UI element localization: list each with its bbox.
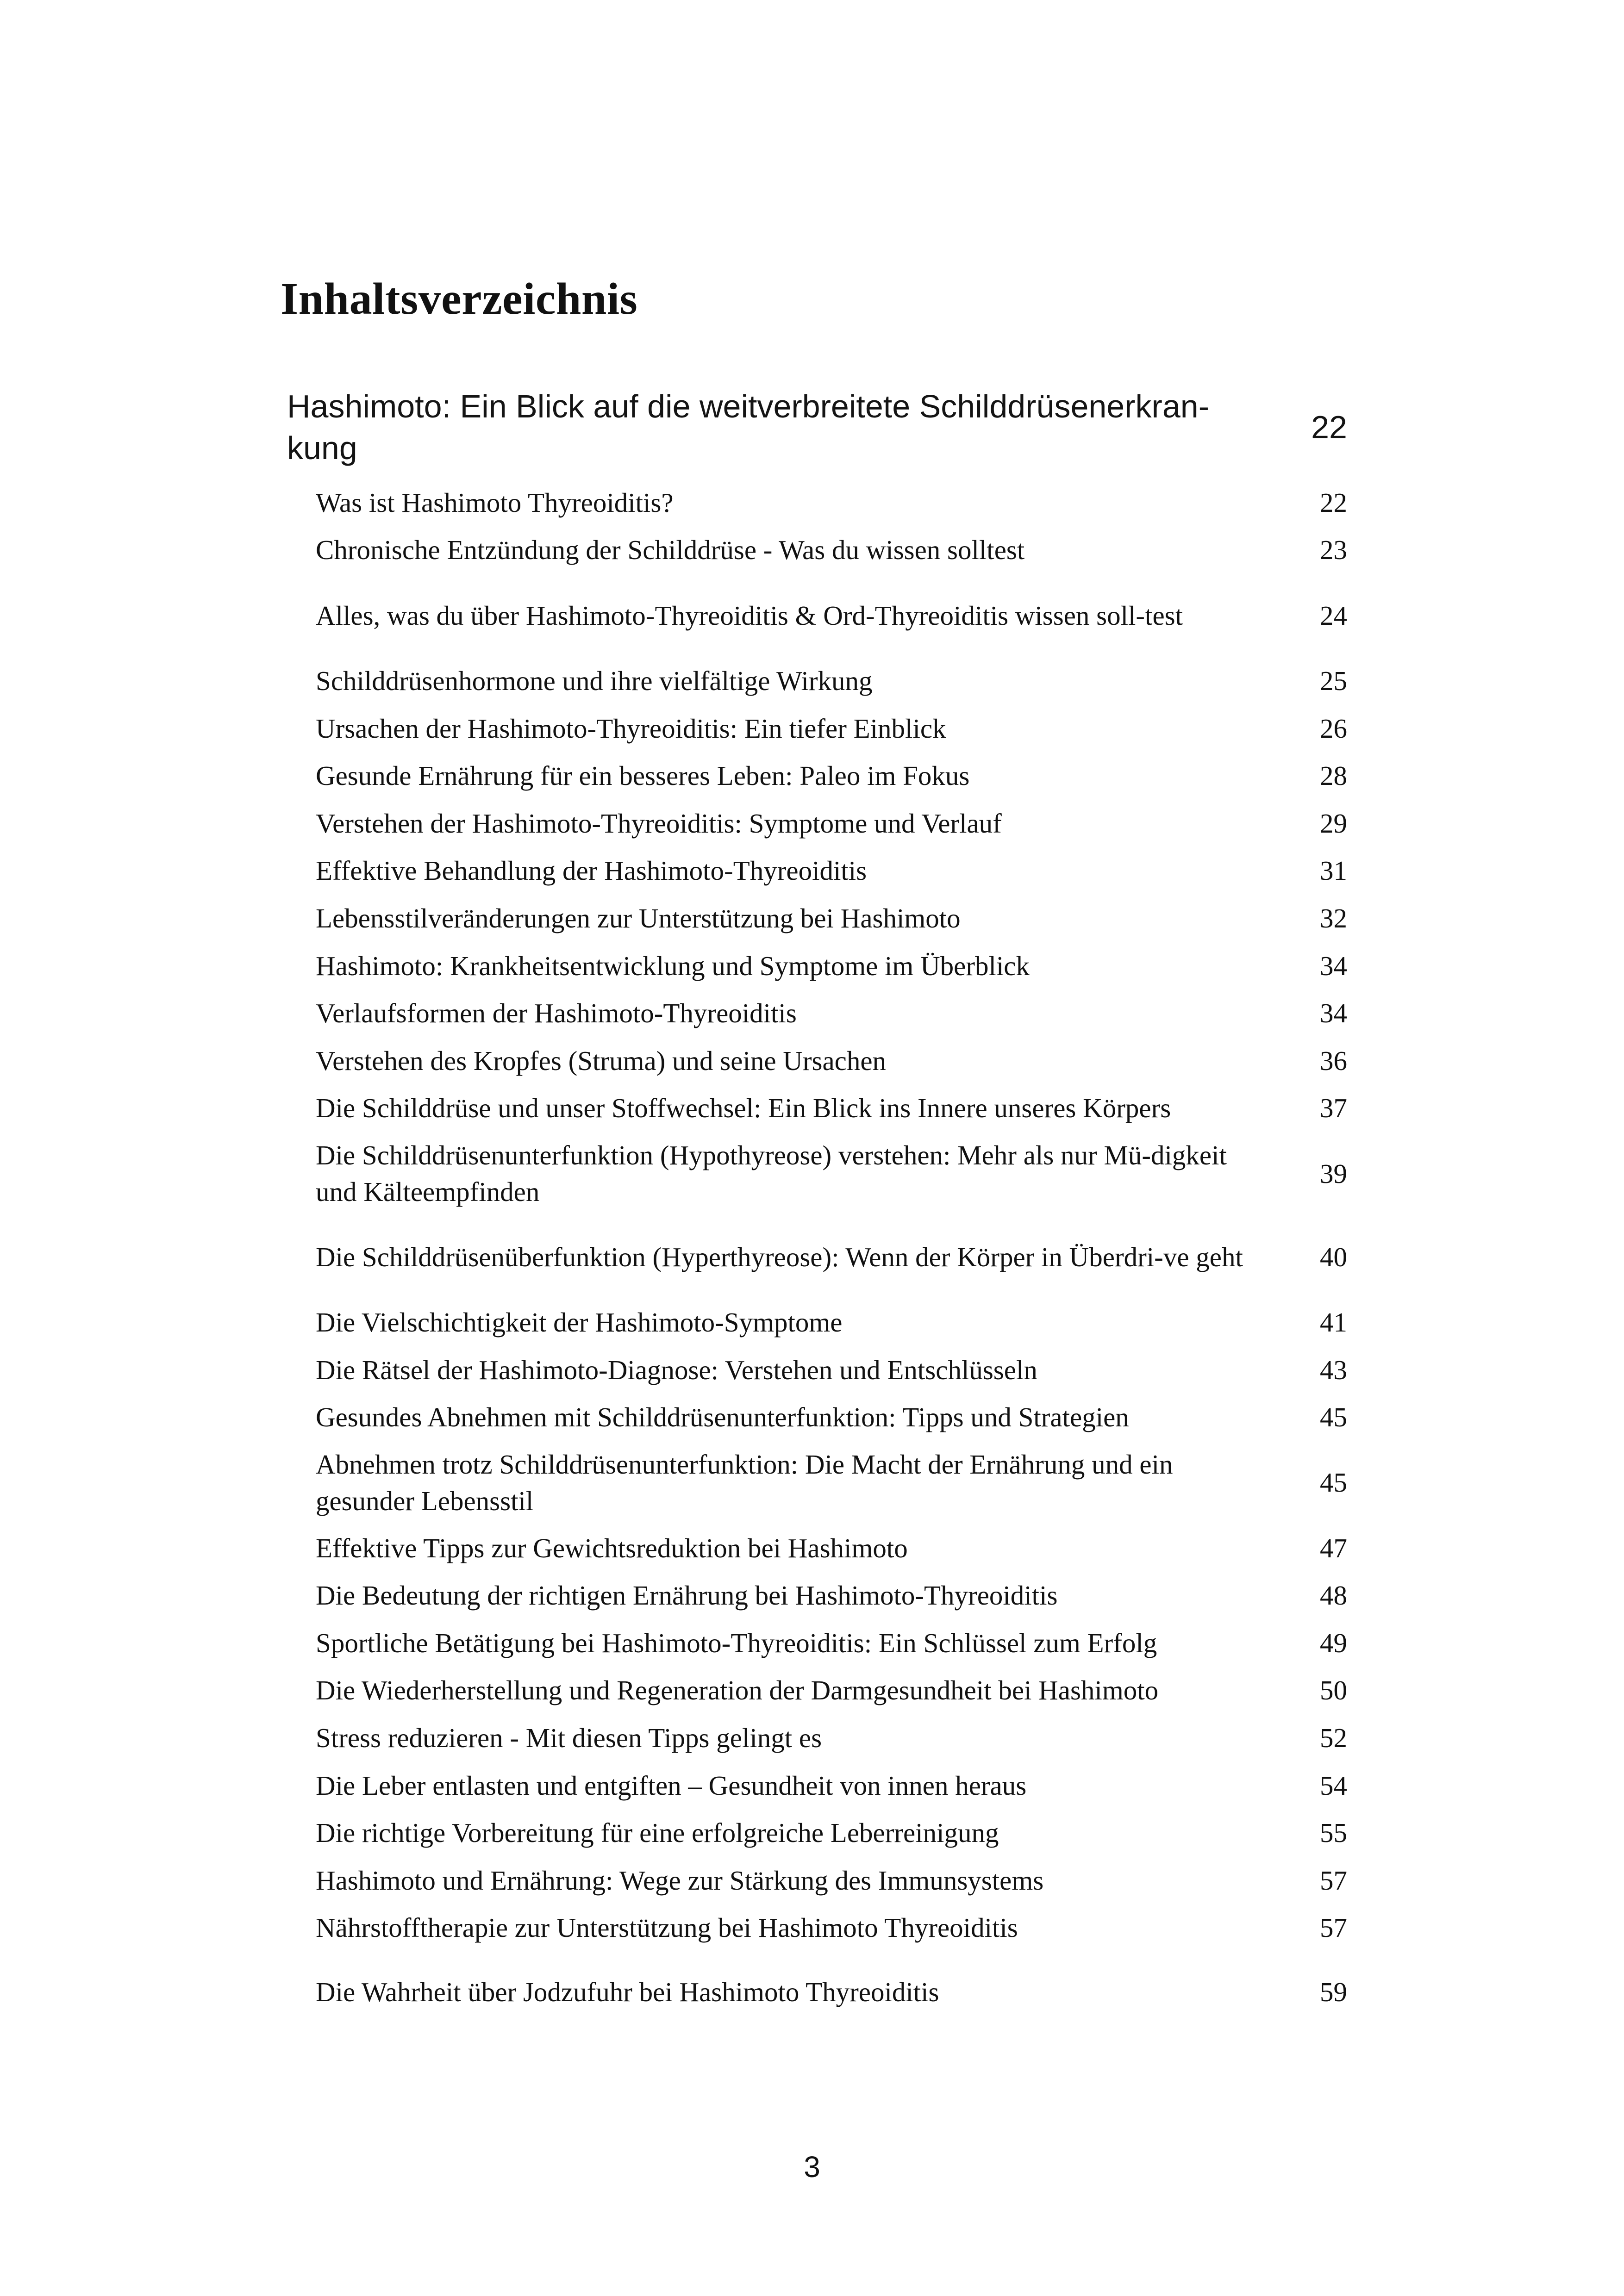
toc-entry-page: 34 <box>1320 998 1347 1029</box>
toc-entry-title: Hashimoto: Ein Blick auf die weitverbreitete Schilddrüsenerkran-kung <box>287 388 1210 466</box>
toc-entry-title: Die Leber entlasten und entgiften – Gesundheit von innen heraus <box>316 1770 1027 1801</box>
toc-entry[interactable] <box>287 942 1347 990</box>
toc-entry[interactable] <box>287 1524 1347 1572</box>
toc-entry[interactable] <box>287 574 1347 657</box>
toc-entry-title: Was ist Hashimoto Thyreoiditis? <box>316 487 674 518</box>
toc-entry-page: 47 <box>1320 1532 1347 1563</box>
toc-entry-title: Alles, was du über Hashimoto-Thyreoiditis & Ord-Thyreoiditis wissen soll-test <box>316 600 1183 631</box>
toc-entry-title: Hashimoto und Ernährung: Wege zur Stärkung des Immunsystems <box>316 1865 1044 1896</box>
toc-entry[interactable] <box>287 1667 1347 1715</box>
toc-entry-page: 59 <box>1320 1977 1347 2008</box>
toc-entry-title: Die richtige Vorbereitung für eine erfolgreiche Leberreinigung <box>316 1817 999 1848</box>
toc-entry-title: Nährstofftherapie zur Unterstützung bei Hashimoto Thyreoiditis <box>316 1912 1018 1943</box>
toc-entry[interactable] <box>287 1762 1347 1810</box>
toc-entry-title: Verstehen der Hashimoto-Thyreoiditis: Symptome und Verlauf <box>316 808 1002 839</box>
toc-entry[interactable] <box>287 1968 1347 2016</box>
toc-entry-page: 52 <box>1320 1723 1347 1754</box>
toc-entry-title: Die Rätsel der Hashimoto-Diagnose: Verstehen und Entschlüsseln <box>316 1354 1037 1385</box>
toc-entry-title: Abnehmen trotz Schilddrüsenunterfunktion: Die Macht der Ernährung und ein gesunder Lebensstil <box>316 1449 1173 1516</box>
toc-entry-title: Verstehen des Kropfes (Struma) und seine Ursachen <box>316 1045 887 1076</box>
toc-entry[interactable] <box>287 527 1347 574</box>
toc-entry-page: 22 <box>1320 487 1347 518</box>
toc-entry[interactable] <box>287 1085 1347 1132</box>
table-of-contents <box>287 379 1347 2016</box>
toc-entry[interactable] <box>287 479 1347 527</box>
toc-entry-page: 26 <box>1320 713 1347 744</box>
toc-entry[interactable] <box>287 895 1347 942</box>
toc-entry-title: Effektive Behandlung der Hashimoto-Thyreoiditis <box>316 855 867 886</box>
toc-entry-page: 34 <box>1320 950 1347 981</box>
toc-entry-page: 54 <box>1320 1770 1347 1801</box>
toc-entry-page: 25 <box>1320 665 1347 696</box>
toc-entry-page: 31 <box>1320 855 1347 886</box>
toc-entry-page: 28 <box>1320 760 1347 791</box>
toc-entry-title: Stress reduzieren - Mit diesen Tipps gelingt es <box>316 1723 822 1754</box>
toc-entry-page: 41 <box>1320 1307 1347 1338</box>
toc-entry-page: 29 <box>1320 808 1347 839</box>
toc-entry[interactable] <box>287 1809 1347 1857</box>
toc-entry-page: 22 <box>1311 409 1347 445</box>
toc-entry-page: 40 <box>1320 1241 1347 1272</box>
toc-entry-page: 23 <box>1320 535 1347 566</box>
toc-entry-title: Hashimoto: Krankheitsentwicklung und Symptome im Überblick <box>316 950 1030 981</box>
toc-entry[interactable] <box>287 1132 1347 1215</box>
page-title: Inhaltsverzeichnis <box>281 274 638 324</box>
toc-entry[interactable] <box>287 1714 1347 1762</box>
toc-entry-title: Verlaufsformen der Hashimoto-Thyreoiditis <box>316 998 797 1029</box>
toc-entry[interactable] <box>287 657 1347 705</box>
toc-entry[interactable] <box>287 1394 1347 1441</box>
toc-chapter-entry[interactable] <box>287 379 1347 479</box>
toc-entry-page: 48 <box>1320 1580 1347 1611</box>
toc-entry[interactable] <box>287 1857 1347 1904</box>
toc-entry-page: 39 <box>1320 1158 1347 1189</box>
toc-entry-title: Effektive Tipps zur Gewichtsreduktion bei Hashimoto <box>316 1532 908 1563</box>
toc-entry[interactable] <box>287 705 1347 753</box>
toc-entry-title: Gesundes Abnehmen mit Schilddrüsenunterfunktion: Tipps und Strategien <box>316 1402 1129 1433</box>
toc-entry-title: Ursachen der Hashimoto-Thyreoiditis: Ein tiefer Einblick <box>316 713 946 744</box>
toc-entry-page: 57 <box>1320 1912 1347 1943</box>
toc-entry[interactable] <box>287 1299 1347 1346</box>
toc-entry[interactable] <box>287 1346 1347 1394</box>
toc-entry-page: 45 <box>1320 1467 1347 1498</box>
toc-entry-title: Die Bedeutung der richtigen Ernährung bei Hashimoto-Thyreoiditis <box>316 1580 1058 1611</box>
toc-entry-page: 43 <box>1320 1354 1347 1385</box>
toc-entry-title: Chronische Entzündung der Schilddrüse - Was du wissen solltest <box>316 535 1025 566</box>
toc-entry-title: Die Schilddrüse und unser Stoffwechsel: Ein Blick ins Innere unseres Körpers <box>316 1093 1171 1124</box>
toc-entry-page: 36 <box>1320 1045 1347 1076</box>
toc-entry[interactable] <box>287 800 1347 847</box>
toc-entry[interactable] <box>287 989 1347 1037</box>
toc-entry-page: 50 <box>1320 1675 1347 1706</box>
toc-entry-title: Die Wiederherstellung und Regeneration der Darmgesundheit bei Hashimoto <box>316 1675 1159 1706</box>
toc-entry-page: 55 <box>1320 1817 1347 1848</box>
toc-entry-title: Die Wahrheit über Jodzufuhr bei Hashimoto Thyreoiditis <box>316 1977 939 2008</box>
toc-entry-page: 37 <box>1320 1093 1347 1124</box>
toc-entry[interactable] <box>287 1619 1347 1667</box>
toc-entry-page: 32 <box>1320 902 1347 933</box>
toc-entry[interactable] <box>287 1215 1347 1299</box>
toc-entry-title: Sportliche Betätigung bei Hashimoto-Thyreoiditis: Ein Schlüssel zum Erfolg <box>316 1627 1157 1658</box>
toc-entry[interactable] <box>287 1904 1347 1952</box>
page-number: 3 <box>804 2150 820 2184</box>
toc-entry[interactable] <box>287 1037 1347 1085</box>
toc-entry-page: 57 <box>1320 1865 1347 1896</box>
toc-entry[interactable] <box>287 1572 1347 1620</box>
toc-entry-page: 45 <box>1320 1402 1347 1433</box>
toc-entry[interactable] <box>287 847 1347 895</box>
toc-entry-title: Schilddrüsenhormone und ihre vielfältige Wirkung <box>316 665 873 696</box>
toc-entry-title: Die Vielschichtigkeit der Hashimoto-Symptome <box>316 1307 843 1338</box>
toc-entry[interactable] <box>287 752 1347 800</box>
toc-entry[interactable] <box>287 1441 1347 1524</box>
toc-entry-page: 24 <box>1320 600 1347 631</box>
toc-entry-title: Die Schilddrüsenunterfunktion (Hypothyreose) verstehen: Mehr als nur Mü-digkeit und Kälteempfinden <box>316 1140 1227 1207</box>
toc-entry-page: 49 <box>1320 1627 1347 1658</box>
toc-entry-title: Gesunde Ernährung für ein besseres Leben: Paleo im Fokus <box>316 760 970 791</box>
toc-entry-title: Lebensstilveränderungen zur Unterstützung bei Hashimoto <box>316 902 961 933</box>
toc-entry-title: Die Schilddrüsenüberfunktion (Hyperthyreose): Wenn der Körper in Überdri-ve geht <box>316 1241 1243 1272</box>
